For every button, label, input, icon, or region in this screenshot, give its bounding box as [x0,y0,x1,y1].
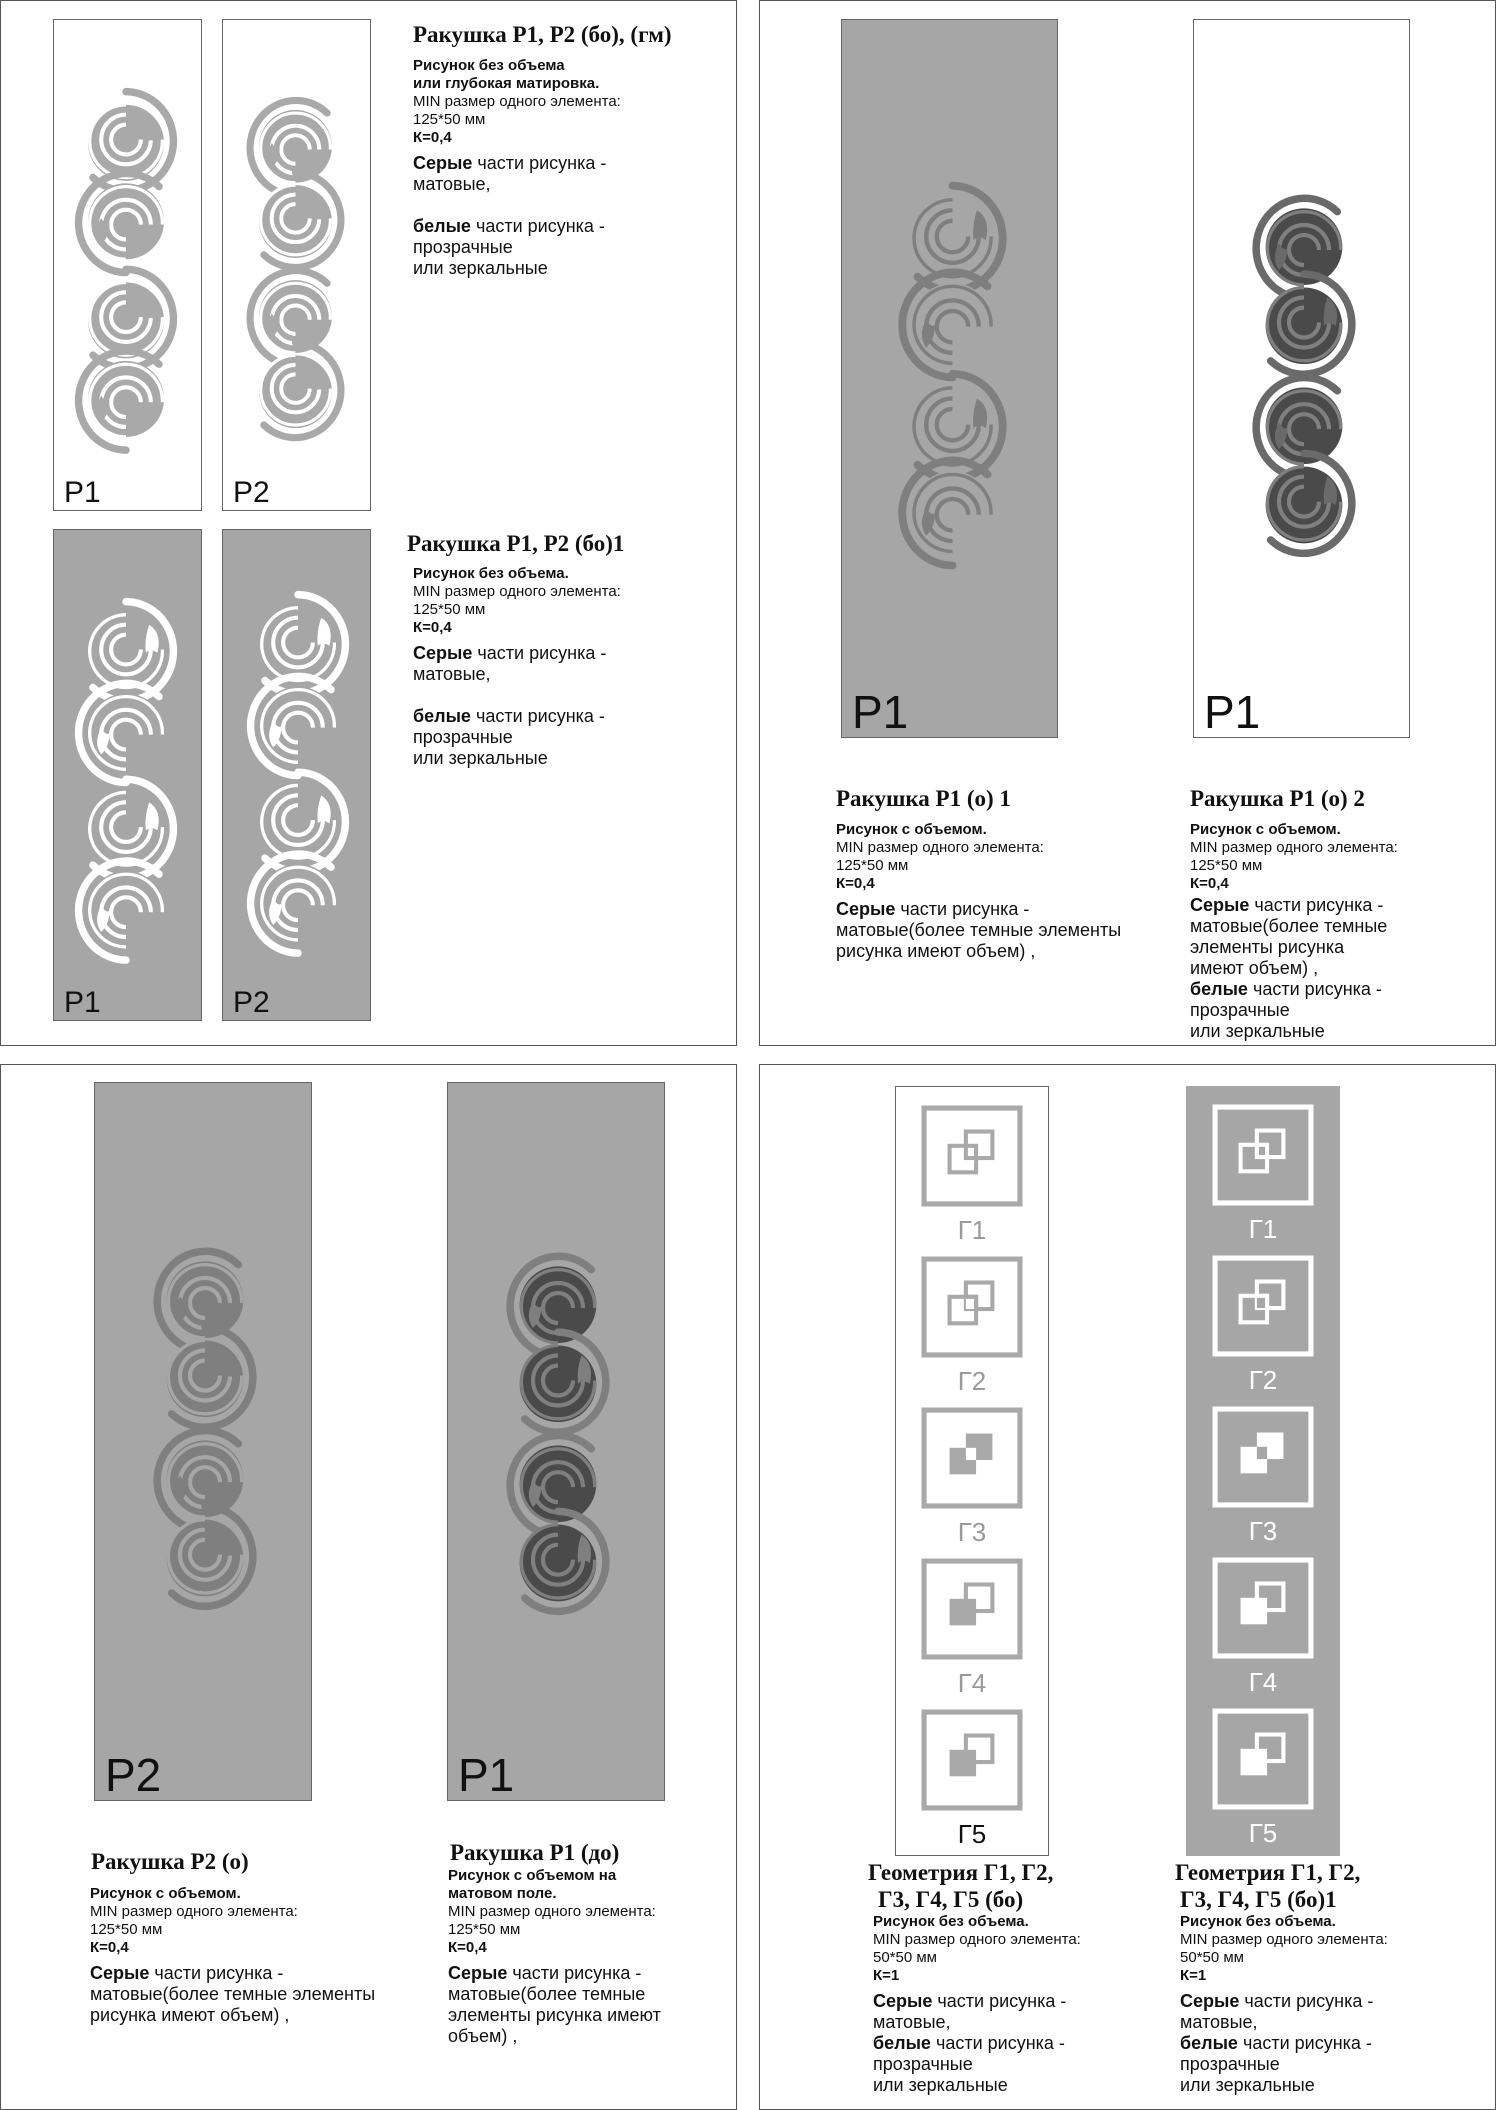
title-set1: Ракушка Р1, Р2 (бо), (гм) [413,22,672,47]
desc-p1-o2: Рисунок с объемом. MIN размер одного элемента: 125*50 мм К=0,4 Серые части рисунка - матовые(более темные элементы рисунка имеют объем) , белые части рисунка - прозрачные или зеркальные [1190,821,1398,1041]
geometry-label: Г5 [957,1819,987,1849]
desc-p2-o: Рисунок с объемом. MIN размер одного элемента: 125*50 мм К=0,4 Серые части рисунка - матовые(более темные элементы рисунка имеют объем) , [90,1885,376,2025]
geometry-square-icon [921,1256,1023,1358]
title-geometry-bo1-1: Геометрия Г1, Г2, [1175,1860,1361,1885]
panel-label: Р1 [64,476,101,509]
geometry-square-icon [921,1407,1023,1509]
shell-ornament [76,85,176,465]
quadrant-shell-p1-o [759,0,1496,1046]
shell-ornament [900,120,1005,640]
title-p1-o2: Ракушка Р1 (о) 2 [1190,786,1365,811]
geometry-square-icon [1212,1406,1314,1508]
geometry-label: Г2 [957,1366,987,1396]
panel-p1-gray-volume [841,19,1058,738]
shell-ornament [508,1178,608,1698]
geometry-square-icon [1212,1255,1314,1357]
shell-ornament [76,595,176,975]
panel-geometry-white [895,1086,1049,1856]
geometry-tile [1186,1255,1340,1405]
geometry-label: Г2 [1248,1365,1278,1395]
desc-p1-o1: Рисунок с объемом. MIN размер одного элемента: 125*50 мм К=0,4 Серые части рисунка - матовые(более темные элементы рисунка имеют объем) , [836,821,1122,961]
panel-p1-white [53,19,202,511]
geometry-tile [896,1105,1048,1255]
panel-p1-gray-do [447,1082,665,1801]
geometry-square-icon [1212,1104,1314,1206]
title-p1-o1: Ракушка Р1 (о) 1 [836,786,1011,811]
title-geometry-bo-2: Г3, Г4, Г5 (бо) [878,1887,1024,1912]
panel-label: Р1 [1204,686,1261,738]
geometry-label: Г1 [1248,1214,1278,1244]
geometry-tile [1186,1708,1340,1858]
geometry-square-icon [921,1709,1023,1811]
geometry-tile [1186,1406,1340,1556]
shell-ornament [155,1168,255,1698]
desc-geometry-bo: Рисунок без объема. MIN размер одного элемента: 50*50 мм К=1 Серые части рисунка - матовые, белые части рисунка - прозрачные или зеркальные [873,1913,1081,2095]
desc-set2: Рисунок без объема. MIN размер одного элемента: 125*50 мм К=0,4 Серые части рисунка - матовые, белые части рисунка - прозрачные или зеркальные [413,565,621,768]
geometry-square-icon [1212,1708,1314,1810]
panel-geometry-gray [1186,1086,1340,1856]
geometry-label: Г3 [957,1517,987,1547]
geometry-label: Г3 [1248,1516,1278,1546]
title-geometry-bo1-2: Г3, Г4, Г5 (бо)1 [1180,1887,1337,1912]
title-geometry-bo-1: Геометрия Г1, Г2, [868,1860,1054,1885]
panel-p1-white-volume [1193,19,1410,738]
geometry-label: Г5 [1248,1818,1278,1848]
panel-label: Р2 [233,476,270,509]
geometry-tile [896,1256,1048,1406]
geometry-square-icon [921,1558,1023,1660]
panel-label: Р1 [852,686,909,738]
shell-ornament [248,78,343,468]
shell-ornament [1254,125,1354,635]
geometry-tile [1186,1557,1340,1707]
geometry-tile [896,1709,1048,1859]
panel-label: Р2 [105,1749,162,1801]
panel-p2-gray [222,529,371,1021]
geometry-square-icon [1212,1557,1314,1659]
panel-label: Р1 [64,986,101,1019]
desc-p1-do: Рисунок с объемом на матовом поле. MIN размер одного элемента: 125*50 мм К=0,4 Серые части рисунка - матовые(более темные элементы рисунка имеют объем) , [448,1867,661,2046]
geometry-tile [896,1407,1048,1557]
desc-set1: Рисунок без объема или глубокая матировка. MIN размер одного элемента: 125*50 мм К=0,4 Серые части рисунка - матовые, белые части рисунка - прозрачные или зеркальные [413,57,621,278]
panel-label: Р2 [233,986,270,1019]
desc-geometry-bo1: Рисунок без объема. MIN размер одного элемента: 50*50 мм К=1 Серые части рисунка - матовые, белые части рисунка - прозрачные или зеркальные [1180,1913,1388,2095]
geometry-label: Г4 [957,1668,987,1698]
title-p2-o: Ракушка Р2 (о) [91,1849,249,1874]
geometry-label: Г4 [1248,1667,1278,1697]
quadrant-shell-p2-o-p1-do [0,1064,737,2110]
title-p1-do: Ракушка Р1 (до) [450,1840,620,1865]
geometry-tile [1186,1104,1340,1254]
panel-p2-white [222,19,371,511]
shell-ornament [248,588,348,968]
quadrant-shell-p1-p2-bo [0,0,737,1046]
geometry-square-icon [921,1105,1023,1207]
panel-p2-gray-volume [94,1082,312,1801]
geometry-tile [896,1558,1048,1708]
geometry-label: Г1 [957,1215,987,1245]
quadrant-geometry [759,1064,1496,2110]
title-set2: Ракушка Р1, Р2 (бо)1 [407,531,625,556]
panel-label: Р1 [458,1749,515,1801]
panel-p1-gray [53,529,202,1021]
